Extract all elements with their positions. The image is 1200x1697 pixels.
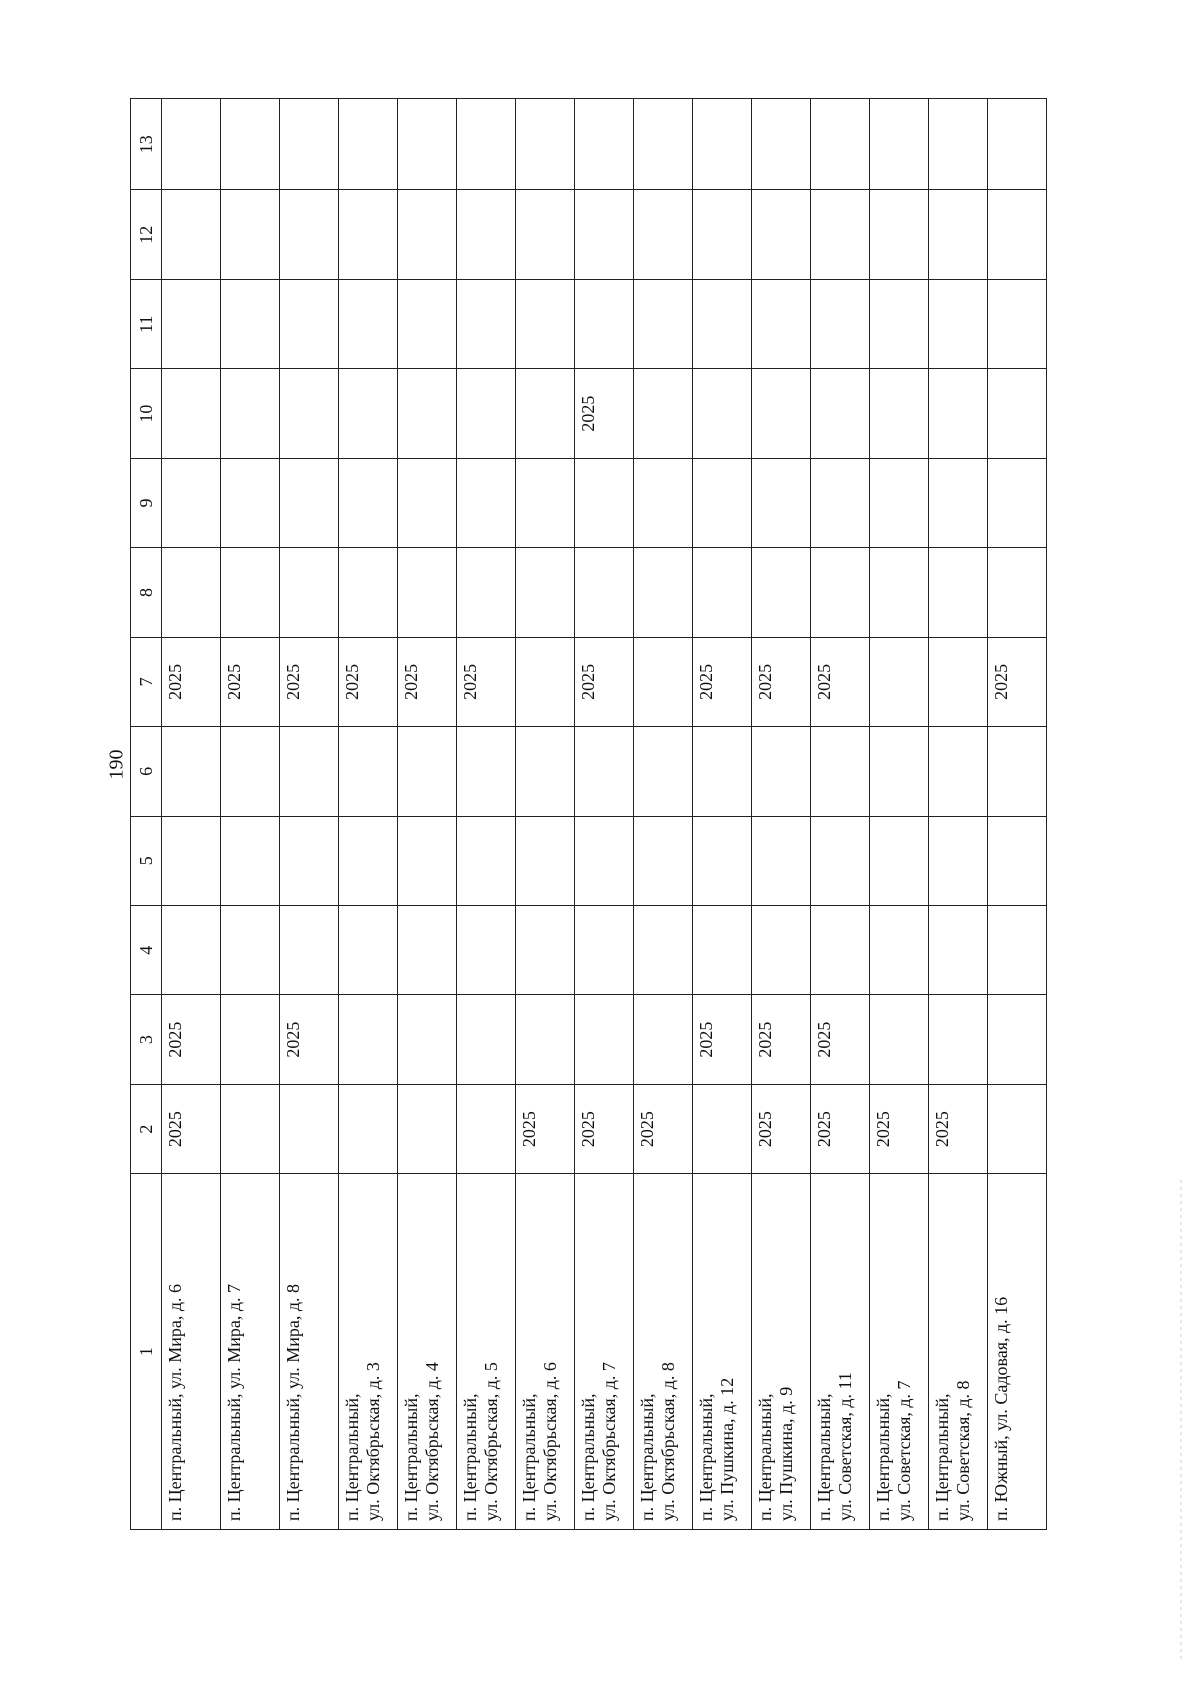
year-cell [811, 458, 870, 547]
year-cell [398, 1084, 457, 1173]
year-cell: 2025 [752, 637, 811, 726]
column-header-8: 8 [131, 548, 162, 637]
address-line: п. Центральный, [814, 1393, 834, 1521]
year-cell [339, 816, 398, 905]
year-cell [457, 279, 516, 368]
year-cell [634, 279, 693, 368]
year-cell [280, 369, 339, 458]
address-line: п. Центральный, [637, 1393, 657, 1521]
year-cell [752, 190, 811, 279]
year-cell [929, 190, 988, 279]
year-cell [457, 995, 516, 1084]
address-line: п. Центральный, ул. Мира, д. 8 [283, 1283, 303, 1521]
year-cell: 2025 [162, 1084, 221, 1173]
year-cell [634, 905, 693, 994]
year-cell [988, 995, 1047, 1084]
address-cell [634, 1174, 693, 1530]
year-cell [752, 369, 811, 458]
year-cell [162, 279, 221, 368]
year-cell [221, 369, 280, 458]
year-cell [929, 99, 988, 190]
year-cell [870, 99, 929, 190]
year-cell [634, 190, 693, 279]
year-cell [811, 548, 870, 637]
year-cell [162, 905, 221, 994]
year-cell [575, 548, 634, 637]
table-row [457, 99, 516, 1530]
year-cell: 2025 [693, 637, 752, 726]
table-row [693, 99, 752, 1530]
table-row [988, 99, 1047, 1530]
year-cell [870, 637, 929, 726]
year-cell [398, 190, 457, 279]
address-line: ул. Октябрьская, д. 7 [599, 1362, 619, 1521]
year-cell [516, 905, 575, 994]
year-cell [162, 458, 221, 547]
year-cell: 2025 [988, 637, 1047, 726]
address-cell [339, 1174, 398, 1530]
year-cell [339, 190, 398, 279]
year-cell [988, 190, 1047, 279]
year-cell: 2025 [221, 637, 280, 726]
year-cell [398, 995, 457, 1084]
column-header-5: 5 [131, 816, 162, 905]
year-cell [693, 727, 752, 816]
address-line: п. Центральный, [932, 1393, 952, 1521]
year-cell: 2025 [575, 637, 634, 726]
year-cell [929, 905, 988, 994]
year-cell [575, 727, 634, 816]
year-cell: 2025 [870, 1084, 929, 1173]
year-cell [221, 727, 280, 816]
year-cell [575, 279, 634, 368]
year-cell [870, 905, 929, 994]
address-line: п. Центральный, [519, 1393, 539, 1521]
year-cell [634, 369, 693, 458]
year-cell [516, 279, 575, 368]
year-cell [280, 727, 339, 816]
year-cell [811, 279, 870, 368]
year-cell [988, 279, 1047, 368]
column-header-6: 6 [131, 727, 162, 816]
address-cell [988, 1174, 1047, 1530]
table-row [752, 99, 811, 1530]
year-cell: 2025 [457, 637, 516, 726]
year-cell [988, 816, 1047, 905]
year-cell: 2025 [752, 1084, 811, 1173]
year-cell [752, 548, 811, 637]
year-cell [752, 727, 811, 816]
year-cell [516, 548, 575, 637]
year-cell [280, 816, 339, 905]
year-cell [221, 1084, 280, 1173]
address-cell [516, 1174, 575, 1530]
address-cell [162, 1174, 221, 1530]
year-cell [516, 637, 575, 726]
year-cell [280, 1084, 339, 1173]
address-line: п. Центральный, [578, 1393, 598, 1521]
year-cell [811, 816, 870, 905]
year-cell [870, 279, 929, 368]
column-header-9: 9 [131, 458, 162, 547]
address-line: п. Центральный, [460, 1393, 480, 1521]
year-cell: 2025 [634, 1084, 693, 1173]
address-line: ул. Советская, д. 11 [835, 1372, 855, 1521]
table-body [162, 99, 1047, 1530]
year-cell [988, 727, 1047, 816]
year-cell [516, 99, 575, 190]
column-header-10: 10 [131, 369, 162, 458]
year-cell [398, 99, 457, 190]
year-cell [162, 190, 221, 279]
address-cell [280, 1174, 339, 1530]
year-cell: 2025 [811, 995, 870, 1084]
year-cell: 2025 [162, 995, 221, 1084]
year-cell [693, 548, 752, 637]
year-cell [398, 369, 457, 458]
year-cell [221, 816, 280, 905]
address-line: ул. Октябрьская, д. 8 [658, 1362, 678, 1521]
address-line: ул. Октябрьская, д. 6 [540, 1362, 560, 1521]
table-row [339, 99, 398, 1530]
year-cell [221, 99, 280, 190]
year-cell: 2025 [575, 369, 634, 458]
year-cell [752, 99, 811, 190]
table-row [221, 99, 280, 1530]
year-cell [870, 369, 929, 458]
year-cell [398, 458, 457, 547]
table-row [516, 99, 575, 1530]
year-cell [280, 905, 339, 994]
column-header-7: 7 [131, 637, 162, 726]
year-cell [339, 548, 398, 637]
column-header-12: 12 [131, 190, 162, 279]
year-cell [457, 99, 516, 190]
year-cell [162, 816, 221, 905]
table-row [811, 99, 870, 1530]
year-cell [870, 995, 929, 1084]
address-line: ул. Пушкина, д. 12 [717, 1377, 737, 1521]
year-cell [339, 727, 398, 816]
column-header-4: 4 [131, 905, 162, 994]
year-cell [575, 816, 634, 905]
year-cell [516, 369, 575, 458]
year-cell [398, 816, 457, 905]
year-cell [929, 816, 988, 905]
year-cell [693, 190, 752, 279]
year-cell [693, 905, 752, 994]
address-line: ул. Октябрьская, д. 4 [422, 1362, 442, 1521]
year-cell [693, 816, 752, 905]
year-cell [811, 727, 870, 816]
year-cell [162, 548, 221, 637]
address-cell [870, 1174, 929, 1530]
table-row [575, 99, 634, 1530]
year-cell: 2025 [398, 637, 457, 726]
column-header-1: 1 [131, 1174, 162, 1530]
address-line: п. Южный, ул. Садовая, д. 16 [991, 1296, 1011, 1521]
year-cell: 2025 [693, 995, 752, 1084]
rotated-table-container [130, 98, 1047, 1530]
year-cell: 2025 [280, 995, 339, 1084]
year-cell [929, 637, 988, 726]
year-cell [575, 458, 634, 547]
year-cell: 2025 [339, 637, 398, 726]
year-cell [398, 548, 457, 637]
year-cell [339, 1084, 398, 1173]
year-cell [339, 99, 398, 190]
year-cell [575, 99, 634, 190]
year-cell: 2025 [929, 1084, 988, 1173]
year-cell [280, 279, 339, 368]
address-cell [693, 1174, 752, 1530]
year-cell: 2025 [575, 1084, 634, 1173]
year-cell [516, 816, 575, 905]
year-cell [280, 548, 339, 637]
table-row [929, 99, 988, 1530]
year-cell [929, 548, 988, 637]
year-cell [398, 279, 457, 368]
year-cell: 2025 [162, 637, 221, 726]
year-cell [752, 458, 811, 547]
address-line: ул. Пушкина, д. 9 [776, 1386, 796, 1521]
year-cell [516, 458, 575, 547]
year-cell [457, 369, 516, 458]
year-cell [221, 905, 280, 994]
address-line: п. Центральный, ул. Мира, д. 7 [224, 1283, 244, 1521]
address-cell [457, 1174, 516, 1530]
year-cell [634, 99, 693, 190]
address-cell [811, 1174, 870, 1530]
year-cell [339, 995, 398, 1084]
table-row [162, 99, 221, 1530]
year-cell [870, 458, 929, 547]
year-cell [929, 458, 988, 547]
address-cell [929, 1174, 988, 1530]
year-cell [516, 190, 575, 279]
year-cell [988, 905, 1047, 994]
year-cell [457, 458, 516, 547]
year-cell [339, 458, 398, 547]
year-cell: 2025 [752, 995, 811, 1084]
address-line: ул. Советская, д. 8 [953, 1380, 973, 1521]
year-cell [752, 816, 811, 905]
year-cell [634, 548, 693, 637]
year-cell [988, 548, 1047, 637]
year-cell [693, 99, 752, 190]
table-header-row [131, 99, 162, 1530]
year-cell [457, 548, 516, 637]
address-cell [221, 1174, 280, 1530]
repair-schedule-table [130, 98, 1047, 1530]
year-cell [634, 727, 693, 816]
year-cell [575, 190, 634, 279]
scan-artifact [1180, 1180, 1182, 1660]
year-cell [221, 548, 280, 637]
year-cell [457, 190, 516, 279]
year-cell [634, 816, 693, 905]
address-cell [575, 1174, 634, 1530]
year-cell [457, 816, 516, 905]
year-cell [811, 905, 870, 994]
year-cell [162, 369, 221, 458]
year-cell [870, 816, 929, 905]
year-cell [988, 369, 1047, 458]
address-line: п. Центральный, [873, 1393, 893, 1521]
column-header-13: 13 [131, 99, 162, 190]
column-header-3: 3 [131, 995, 162, 1084]
year-cell [988, 1084, 1047, 1173]
year-cell [693, 1084, 752, 1173]
year-cell [162, 99, 221, 190]
column-header-11: 11 [131, 279, 162, 368]
year-cell [929, 727, 988, 816]
address-line: п. Центральный, [755, 1393, 775, 1521]
year-cell: 2025 [516, 1084, 575, 1173]
year-cell [457, 727, 516, 816]
year-cell: 2025 [811, 637, 870, 726]
year-cell [752, 279, 811, 368]
year-cell [221, 995, 280, 1084]
year-cell [339, 279, 398, 368]
address-line: ул. Советская, д. 7 [894, 1380, 914, 1521]
table-row [398, 99, 457, 1530]
address-cell [752, 1174, 811, 1530]
table-row [280, 99, 339, 1530]
year-cell [634, 637, 693, 726]
year-cell [575, 995, 634, 1084]
year-cell [693, 369, 752, 458]
year-cell [870, 548, 929, 637]
year-cell [929, 369, 988, 458]
year-cell [221, 279, 280, 368]
year-cell [457, 905, 516, 994]
year-cell [516, 727, 575, 816]
page-number: 190 [105, 749, 128, 780]
year-cell [516, 995, 575, 1084]
year-cell [870, 190, 929, 279]
year-cell [988, 458, 1047, 547]
address-line: п. Центральный, [696, 1393, 716, 1521]
year-cell [634, 458, 693, 547]
year-cell [575, 905, 634, 994]
column-header-2: 2 [131, 1084, 162, 1173]
address-line: п. Центральный, [342, 1393, 362, 1521]
year-cell [457, 1084, 516, 1173]
table-row [634, 99, 693, 1530]
year-cell [221, 458, 280, 547]
year-cell [870, 727, 929, 816]
year-cell [929, 279, 988, 368]
year-cell [280, 190, 339, 279]
year-cell [811, 190, 870, 279]
year-cell [634, 995, 693, 1084]
table-row [870, 99, 929, 1530]
year-cell: 2025 [280, 637, 339, 726]
year-cell [280, 99, 339, 190]
year-cell [811, 99, 870, 190]
year-cell [339, 905, 398, 994]
year-cell [693, 458, 752, 547]
year-cell [988, 99, 1047, 190]
year-cell [221, 190, 280, 279]
year-cell [398, 905, 457, 994]
address-line: ул. Октябрьская, д. 3 [363, 1362, 383, 1521]
address-line: ул. Октябрьская, д. 5 [481, 1362, 501, 1521]
year-cell [811, 369, 870, 458]
year-cell [162, 727, 221, 816]
year-cell [693, 279, 752, 368]
year-cell: 2025 [811, 1084, 870, 1173]
address-line: п. Центральный, [401, 1393, 421, 1521]
year-cell [929, 995, 988, 1084]
year-cell [339, 369, 398, 458]
address-cell [398, 1174, 457, 1530]
year-cell [752, 905, 811, 994]
year-cell [280, 458, 339, 547]
year-cell [398, 727, 457, 816]
address-line: п. Центральный, ул. Мира, д. 6 [165, 1283, 185, 1521]
